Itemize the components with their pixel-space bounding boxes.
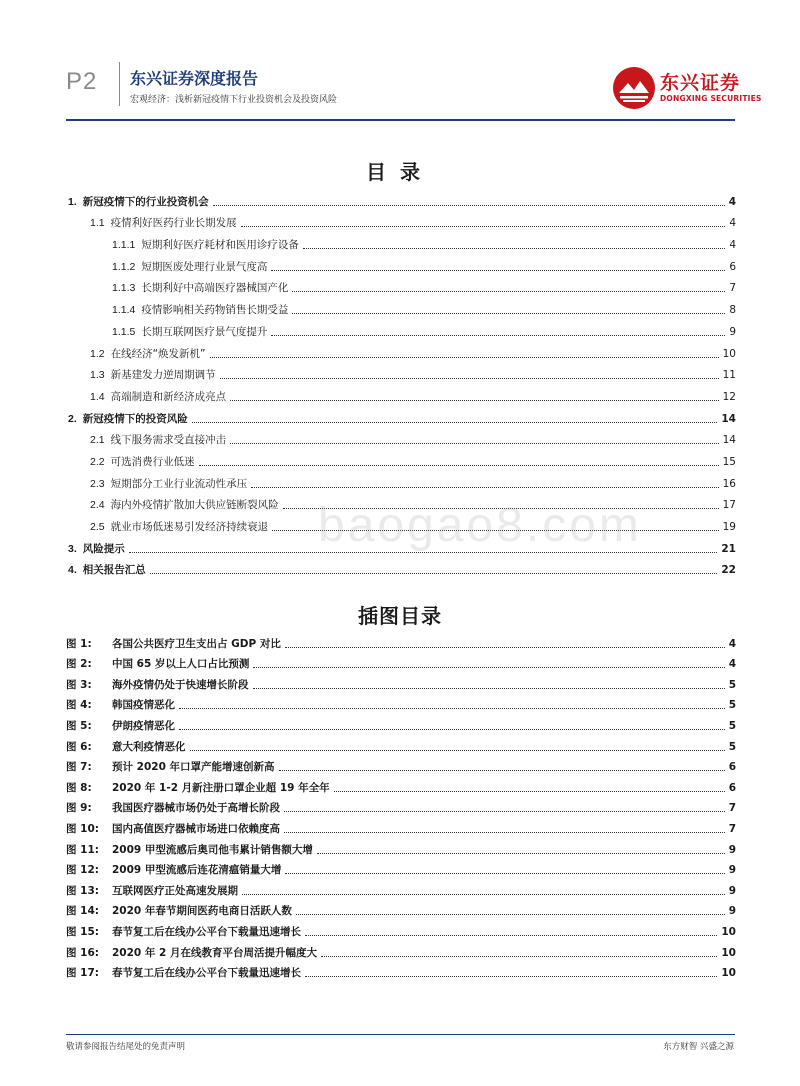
figure-entry-text: 2020 年 1-2 月新注册口罩企业超 19 年全年 <box>112 781 330 794</box>
figure-entry-page: 6 <box>728 761 736 774</box>
figure-entry-page: 9 <box>728 843 736 856</box>
toc-entry-label <box>66 238 301 252</box>
figure-entry-number: 图 15: <box>66 925 99 938</box>
toc-entry-page: 4 <box>729 239 736 252</box>
figure-entry-page: 10 <box>721 946 736 959</box>
figure-entry-label <box>66 946 319 960</box>
toc-entry-text: 新冠疫情下的投资风险 <box>82 412 188 425</box>
figure-entry-label <box>66 822 282 836</box>
figure-leader-dots <box>285 873 724 874</box>
toc-entry-label <box>66 455 197 469</box>
figure-entry-number: 图 6: <box>66 740 92 753</box>
figure-entry-number: 图 17: <box>66 967 99 980</box>
figure-entry-label <box>66 925 303 939</box>
figure-leader-dots <box>305 976 717 977</box>
toc-entry-label <box>66 433 228 447</box>
toc-entry-label <box>66 281 290 295</box>
toc-leader-dots <box>213 205 725 206</box>
toc-entry-text: 风险提示 <box>82 542 125 555</box>
toc-entry-page: 9 <box>729 325 736 338</box>
figure-entry-label <box>66 719 177 733</box>
figure-entry-number: 图 1: <box>66 637 92 650</box>
toc-entry-page: 8 <box>729 304 736 317</box>
toc-entry[interactable] <box>66 252 736 274</box>
toc-leader-dots <box>230 443 719 444</box>
figure-leader-dots <box>305 935 717 936</box>
toc-leader-dots <box>241 226 726 227</box>
toc-entry-label <box>66 498 281 512</box>
figure-entry[interactable] <box>66 671 736 692</box>
figure-entry-number: 图 12: <box>66 864 99 877</box>
toc-title: 目录 <box>366 160 434 184</box>
figure-entry-text: 春节复工后在线办公平台下载量迅速增长 <box>112 967 301 980</box>
toc-entry-text: 短期部分工业行业流动性承压 <box>110 477 248 490</box>
figure-entry-text: 意大利疫情恶化 <box>112 740 186 753</box>
toc-entry-text: 长期利好中高端医疗器械国产化 <box>141 282 289 295</box>
figure-entry-page: 9 <box>728 884 736 897</box>
toc-entry-label <box>66 563 148 577</box>
report-title: 东兴证券深度报告 <box>130 69 259 88</box>
figure-entry-page: 10 <box>721 967 736 980</box>
figure-entry-text: 我国医疗器械市场仍处于高增长阶段 <box>112 802 280 815</box>
figure-entry-label <box>66 781 332 795</box>
toc-entry-page: 15 <box>722 455 736 468</box>
toc-entry-page: 22 <box>721 564 736 577</box>
toc-entry-label <box>66 368 218 382</box>
toc-leader-dots <box>210 357 719 358</box>
figure-entry-page: 10 <box>721 925 736 938</box>
figure-entry[interactable] <box>66 939 736 960</box>
watermark: baogao8.com <box>318 499 642 552</box>
toc-entry-label <box>66 303 290 317</box>
figure-entry-page: 7 <box>728 822 736 835</box>
figure-entry[interactable] <box>66 815 736 836</box>
figure-entry-number: 图 13: <box>66 884 99 897</box>
toc-entry-label <box>66 390 228 404</box>
figure-entry-text: 各国公共医疗卫生支出占 GDP 对比 <box>112 637 281 650</box>
figure-entry-number: 图 9: <box>66 802 92 815</box>
figure-entry[interactable] <box>66 692 736 713</box>
toc-entry-text: 短期利好医疗耗材和医用诊疗设备 <box>141 239 299 252</box>
toc-leader-dots <box>292 313 725 314</box>
figure-leader-dots <box>279 770 725 771</box>
toc-entry-page: 11 <box>722 369 736 382</box>
figure-entry-label <box>66 863 283 877</box>
toc-leader-dots <box>303 248 725 249</box>
figure-entry-text: 2009 甲型流感后奥司他韦累计销售额大增 <box>112 843 313 856</box>
figure-entry-number: 图 5: <box>66 719 92 732</box>
figure-leader-dots <box>253 667 724 668</box>
toc-entry-number: 1.1 <box>90 217 105 230</box>
toc-entry[interactable] <box>66 361 736 383</box>
toc-leader-dots <box>192 422 718 423</box>
toc-leader-dots <box>220 378 719 379</box>
figure-entry-page: 7 <box>728 802 736 815</box>
figure-entry[interactable] <box>66 712 736 733</box>
figure-entry-number: 图 7: <box>66 761 92 774</box>
figure-entry-page: 6 <box>728 781 736 794</box>
figure-entry-text: 预计 2020 年口罩产能增速创新高 <box>112 761 275 774</box>
toc-entry[interactable] <box>66 556 736 578</box>
table-of-contents <box>66 187 736 577</box>
figure-leader-dots <box>179 708 725 709</box>
toc-entry[interactable] <box>66 534 736 556</box>
figure-leader-dots <box>284 832 725 833</box>
toc-entry-label <box>66 216 239 230</box>
figure-entry-number: 图 3: <box>66 678 92 691</box>
figure-entry[interactable] <box>66 857 736 878</box>
figure-leader-dots <box>242 894 725 895</box>
toc-entry[interactable] <box>66 317 736 339</box>
toc-leader-dots <box>150 573 718 574</box>
figure-entry-page: 5 <box>728 699 736 712</box>
toc-entry[interactable] <box>66 512 736 534</box>
figure-entry-number: 图 14: <box>66 905 99 918</box>
toc-entry-page: 14 <box>721 412 736 425</box>
figure-entry-text: 2020 年 2 月在线教育平台周活提升幅度大 <box>112 946 317 959</box>
figure-entry[interactable] <box>66 733 736 754</box>
figure-entry-text: 伊朗疫情恶化 <box>112 719 175 732</box>
figure-entry[interactable] <box>66 960 736 981</box>
figure-leader-dots <box>284 811 725 812</box>
footer-slogan: 东方财智 兴盛之源 <box>663 1042 734 1052</box>
toc-entry[interactable] <box>66 382 736 404</box>
figure-leader-dots <box>190 750 725 751</box>
toc-entry-page: 6 <box>729 260 736 273</box>
figure-entry-text: 中国 65 岁以上人口占比预测 <box>112 658 250 671</box>
figure-leader-dots <box>317 853 725 854</box>
toc-entry-text: 疫情利好医药行业长期发展 <box>110 217 237 230</box>
toc-entry-page: 4 <box>729 217 736 230</box>
toc-leader-dots <box>251 487 719 488</box>
toc-leader-dots <box>271 335 725 336</box>
toc-leader-dots <box>129 552 718 553</box>
company-logo <box>612 66 762 110</box>
toc-entry-text: 在线经济“焕发新机” <box>110 347 206 360</box>
toc-entry-label <box>66 412 190 426</box>
figure-leader-dots <box>334 791 725 792</box>
figure-entry-text: 国内高值医疗器械市场进口依赖度高 <box>112 822 280 835</box>
figure-entry[interactable] <box>66 630 736 651</box>
figure-entry-number: 图 4: <box>66 699 92 712</box>
toc-entry-page: 17 <box>722 499 736 512</box>
toc-entry-text: 新基建发力逆周期调节 <box>110 369 216 382</box>
figure-entry-label <box>66 657 251 671</box>
figure-leader-dots <box>321 956 717 957</box>
figure-entry-label <box>66 698 177 712</box>
figure-leader-dots <box>285 647 725 648</box>
toc-entry-page: 21 <box>721 542 736 555</box>
toc-entry-number: 2.2 <box>90 455 105 468</box>
header-separator <box>119 62 120 106</box>
toc-leader-dots <box>283 508 719 509</box>
figure-entry-page: 9 <box>728 864 736 877</box>
figure-leader-dots <box>179 729 725 730</box>
figure-entry-number: 图 10: <box>66 822 99 835</box>
toc-entry[interactable] <box>66 404 736 426</box>
toc-entry-number: 1.1.4 <box>112 304 136 317</box>
figure-leader-dots <box>253 688 725 689</box>
toc-leader-dots <box>199 465 719 466</box>
figure-entry-label <box>66 637 283 651</box>
toc-entry-label <box>66 347 208 361</box>
figure-entry-number: 图 11: <box>66 843 99 856</box>
toc-entry-page: 7 <box>729 282 736 295</box>
toc-entry[interactable] <box>66 274 736 296</box>
toc-entry-text: 长期互联网医疗景气度提升 <box>141 325 268 338</box>
footer-disclaimer: 敬请参阅报告结尾处的免责声明 <box>66 1042 186 1052</box>
figure-entry-text: 海外疫情仍处于快速增长阶段 <box>112 678 249 691</box>
figure-entry-text: 2009 甲型流感后连花清瘟销量大增 <box>112 864 282 877</box>
report-subtitle: 宏观经济：浅析新冠疫情下行业投资机会及投资风险 <box>130 95 338 105</box>
toc-entry-text: 就业市场低迷易引发经济持续衰退 <box>110 521 269 533</box>
toc-entry-text: 疫情影响相关药物销售长期受益 <box>141 304 289 317</box>
figure-entry-text: 韩国疫情恶化 <box>112 699 175 712</box>
toc-entry-number: 1.3 <box>90 369 105 382</box>
toc-entry[interactable] <box>66 447 736 469</box>
toc-entry-page: 10 <box>722 347 736 360</box>
logo-chinese-name: 东兴证券 <box>660 72 741 94</box>
toc-entry[interactable] <box>66 339 736 361</box>
figure-entry-page: 4 <box>728 637 736 650</box>
logo-english-name: DONGXING SECURITIES <box>660 94 762 103</box>
toc-entry-page: 4 <box>728 195 736 208</box>
toc-entry-text: 新冠疫情下的行业投资机会 <box>82 195 209 208</box>
toc-entry[interactable] <box>66 491 736 513</box>
figure-entry[interactable] <box>66 754 736 775</box>
figure-entry-page: 5 <box>728 719 736 732</box>
toc-entry-number: 2.3 <box>90 477 105 490</box>
figure-entry-number: 图 2: <box>66 658 92 671</box>
toc-entry-label <box>66 260 269 274</box>
toc-entry-number: 1. <box>68 195 77 208</box>
footer-rule <box>66 1034 735 1035</box>
toc-entry-text: 可选消费行业低迷 <box>110 455 195 468</box>
toc-leader-dots <box>271 270 725 271</box>
toc-leader-dots <box>272 530 719 531</box>
toc-entry-page: 12 <box>722 390 736 403</box>
toc-entry-number: 2.4 <box>90 499 105 512</box>
toc-entry[interactable] <box>66 295 736 317</box>
header-rule <box>66 119 735 121</box>
logo-mark-icon <box>612 66 656 110</box>
figure-entry-text: 春节复工后在线办公平台下载量迅速增长 <box>112 925 301 938</box>
toc-entry-text: 线下服务需求受直接冲击 <box>110 434 227 447</box>
figure-entry-label <box>66 760 277 774</box>
toc-entry-label <box>66 542 127 556</box>
figure-entry-page: 5 <box>728 678 736 691</box>
figure-entry-text: 2020 年春节期间医药电商日活跃人数 <box>112 905 292 918</box>
figure-entry-text: 互联网医疗正处高速发展期 <box>112 884 238 897</box>
figure-list <box>66 630 736 980</box>
figure-entry-number: 图 16: <box>66 946 99 959</box>
toc-entry-number: 1.1.2 <box>112 260 136 273</box>
figure-entry-label <box>66 904 294 918</box>
toc-entry-number: 1.1.1 <box>112 239 136 252</box>
figure-entry[interactable] <box>66 836 736 857</box>
figure-entry[interactable] <box>66 795 736 816</box>
toc-entry-number: 2.5 <box>90 521 105 533</box>
toc-entry-text: 相关报告汇总 <box>82 564 146 577</box>
figure-entry-label <box>66 884 240 898</box>
toc-entry-text: 短期医废处理行业景气度高 <box>141 260 268 273</box>
toc-entry-number: 3. <box>68 542 77 555</box>
toc-entry[interactable] <box>66 230 736 252</box>
figure-entry-label <box>66 843 315 857</box>
toc-entry[interactable] <box>66 469 736 491</box>
toc-entry-text: 海内外疫情扩散加大供应链断裂风险 <box>110 499 279 512</box>
figures-title: 插图目录 <box>358 604 442 628</box>
page-number: P2 <box>66 68 98 95</box>
toc-entry-label <box>66 520 270 534</box>
figure-entry[interactable] <box>66 877 736 898</box>
figure-entry[interactable] <box>66 774 736 795</box>
figure-entry[interactable] <box>66 898 736 919</box>
toc-entry-number: 2. <box>68 412 77 425</box>
toc-entry-number: 1.1.3 <box>112 282 136 295</box>
figure-entry-number: 图 8: <box>66 781 92 794</box>
toc-entry-number: 4. <box>68 564 77 577</box>
toc-entry-number: 1.2 <box>90 347 105 360</box>
toc-entry[interactable] <box>66 187 736 209</box>
figure-entry-page: 5 <box>728 740 736 753</box>
toc-entry-number: 2.1 <box>90 434 105 447</box>
toc-entry-label <box>66 325 269 339</box>
figure-entry-page: 9 <box>728 905 736 918</box>
toc-entry-number: 1.1.5 <box>112 325 136 338</box>
toc-entry-page: 19 <box>722 521 736 533</box>
figure-entry-label <box>66 966 303 980</box>
figure-entry[interactable] <box>66 918 736 939</box>
toc-leader-dots <box>230 400 719 401</box>
toc-entry-label <box>66 477 249 491</box>
toc-entry-page: 16 <box>722 477 736 490</box>
toc-entry-number: 1.4 <box>90 390 105 403</box>
toc-entry[interactable] <box>66 426 736 448</box>
figure-entry[interactable] <box>66 651 736 672</box>
figure-entry-label <box>66 801 282 815</box>
figure-entry-page: 4 <box>728 658 736 671</box>
figure-entry-label <box>66 740 188 754</box>
toc-entry-text: 高端制造和新经济成亮点 <box>110 390 227 403</box>
toc-entry[interactable] <box>66 209 736 231</box>
toc-leader-dots <box>292 291 725 292</box>
figure-leader-dots <box>296 914 725 915</box>
toc-entry-page: 14 <box>722 434 736 447</box>
figure-entry-label <box>66 678 251 692</box>
toc-entry-label <box>66 195 211 209</box>
